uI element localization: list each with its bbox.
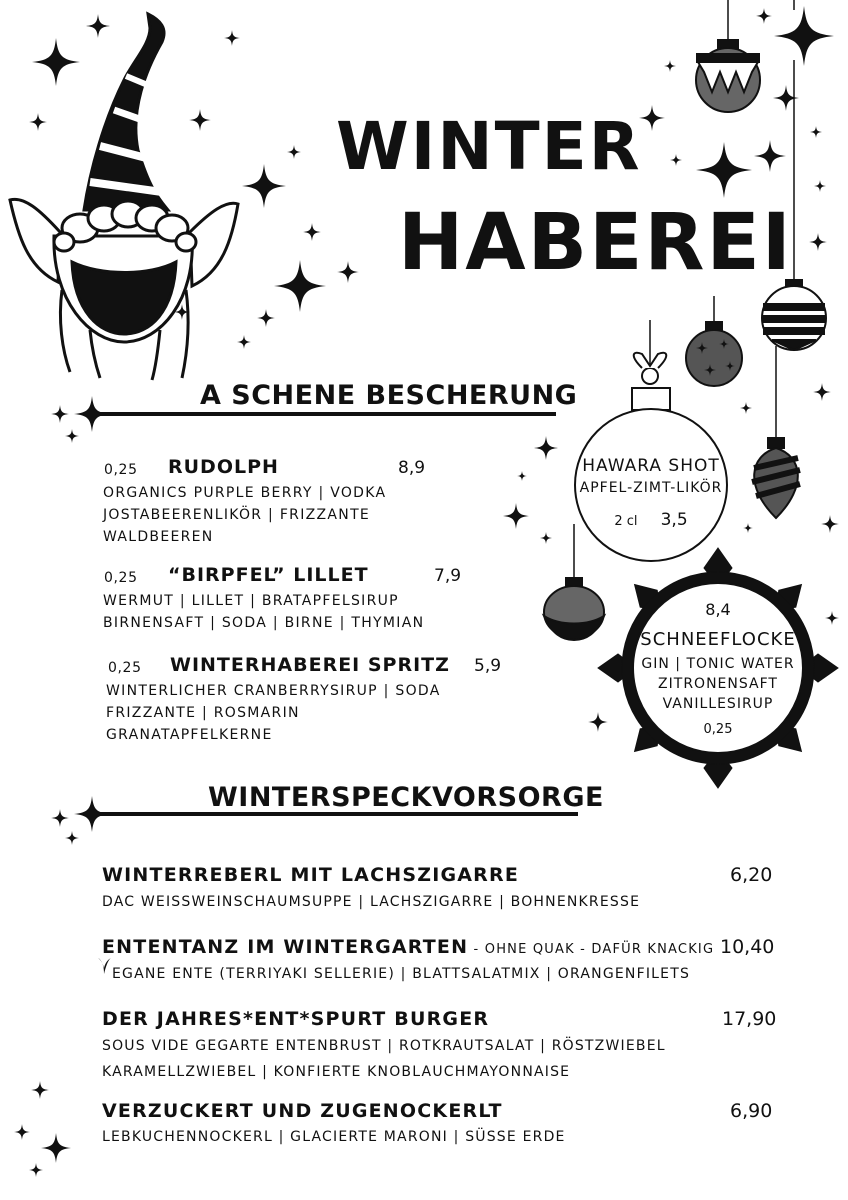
ornament-size: 0,25: [703, 722, 733, 737]
drink-price: 8,9: [398, 458, 426, 478]
drink-price: 5,9: [474, 656, 502, 676]
drink-name: “BIRPFEL” LILLET: [168, 564, 369, 586]
drink-size: 0,25: [108, 660, 142, 676]
section-title-food: WINTERSPECKVORSORGE: [208, 782, 604, 813]
ornament-price: 8,4: [705, 600, 731, 619]
ornament-price: 3,5: [660, 510, 688, 530]
ornament-name: HAWARA SHOT: [582, 456, 720, 476]
title-line-1: WINTER: [336, 108, 642, 185]
food-name: DER JAHRES*ENT*SPURT BURGER: [102, 1008, 490, 1030]
drink-description: ORGANICS PURPLE BERRY | VODKA JOSTABEERENLIKÖR | FRIZZANTE WALDBEEREN: [103, 485, 387, 545]
drink-description: WINTERLICHER CRANBERRYSIRUP | SODA FRIZZANTE | ROSMARIN GRANATAPFELKERNE: [106, 683, 441, 743]
ornament-hawara-shot: [574, 408, 728, 562]
food-name: VERZUCKERT UND ZUGENOCKERLT: [102, 1100, 503, 1122]
section-title-drinks: A SCHENE BESCHERUNG: [200, 380, 578, 411]
elf-illustration: [10, 14, 238, 380]
title-line-2: HABEREI: [398, 198, 793, 288]
ornament-size: 2 cl: [614, 514, 638, 529]
food-name: ENTENTANZ IM WINTERGARTEN: [102, 936, 469, 958]
drink-price: 7,9: [434, 566, 462, 586]
vegan-leaf-icon: [96, 956, 112, 976]
ornament-description: GIN | TONIC WATER ZITRONENSAFT VANILLESIRUP: [641, 656, 795, 712]
food-description: SOUS VIDE GEGARTE ENTENBRUST | ROTKRAUTSALAT | RÖSTZWIEBEL: [102, 1038, 666, 1054]
food-description: DAC WEISSWEINSCHAUMSUPPE | LACHSZIGARRE | BOHNENKRESSE: [102, 894, 641, 910]
ornament-description: APFEL-ZIMT-LIKÖR: [579, 480, 723, 496]
ornament-schneeflocke: [632, 582, 804, 754]
ornament-name: SCHNEEFLOCKE: [640, 629, 796, 650]
food-name: WINTERREBERL MIT LACHSZIGARRE: [102, 864, 519, 886]
food-description: LEBKUCHENNOCKERL | GLACIERTE MARONI | SÜSSE ERDE: [102, 1129, 566, 1145]
drink-size: 0,25: [104, 570, 138, 586]
food-price: 10,40: [720, 936, 775, 958]
food-description: EGANE ENTE (TERRIYAKI SELLERIE) | BLATTSALATMIX | ORANGENFILETS: [112, 966, 691, 982]
food-price: 6,90: [730, 1100, 773, 1122]
food-description: KARAMELLZWIEBEL | KONFIERTE KNOBLAUCHMAYONNAISE: [102, 1064, 571, 1080]
food-title-row: [102, 936, 714, 958]
food-price: 6,20: [730, 864, 773, 886]
drink-size: 0,25: [104, 462, 138, 478]
food-price: 17,90: [722, 1008, 777, 1030]
drink-description: WERMUT | LILLET | BRATAPFELSIRUP BIRNENSAFT | SODA | BIRNE | THYMIAN: [103, 593, 425, 631]
drink-name: RUDOLPH: [168, 456, 279, 478]
drink-name: WINTERHABEREI SPRITZ: [170, 654, 450, 676]
food-note: - OHNE QUAK - DAFÜR KNACKIG: [468, 942, 715, 957]
